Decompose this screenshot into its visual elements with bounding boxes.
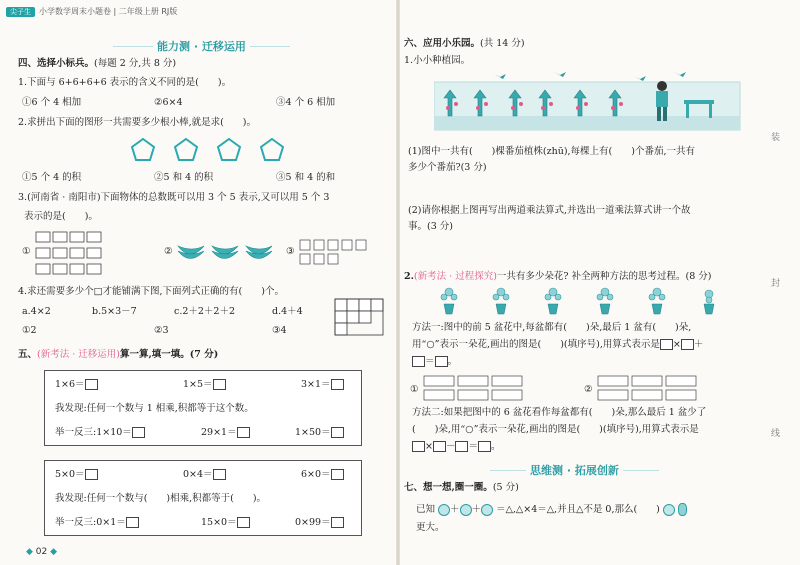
q1-part2-b: 事。(3 分) (408, 221, 453, 232)
q1-opt-1[interactable]: ①6 个 4 相加 (22, 97, 82, 108)
s4-score: (每题 2 分,共 8 分) (94, 58, 177, 69)
apple-icon (481, 504, 493, 516)
book-spine (396, 0, 400, 565)
answer-box[interactable] (237, 427, 250, 438)
method2-b: ( )朵,用“○”表示一朵花,画出的图是( )(填序号),用算式表示是 (412, 424, 699, 435)
method-opt-2[interactable]: ② (584, 384, 593, 395)
tomato-garden-illustration (434, 68, 744, 138)
q2-opt-2[interactable]: ②5 和 4 的积 (154, 172, 214, 183)
q1-opt-3[interactable]: ③4 个 6 相加 (276, 97, 336, 108)
q3-opt-1[interactable]: ① (22, 246, 31, 257)
s5-title: 五、 (18, 349, 38, 360)
method2-a: 方法二:如果把图中的 6 盆花看作每盆都有( )朵,那么最后 1 盆少了 (412, 407, 707, 418)
method-opt-1[interactable]: ① (410, 384, 419, 395)
answer-box[interactable] (85, 379, 98, 390)
q4-text: 4.求还需要多少个□才能铺满下图,下面列式正确的有( )个。 (18, 286, 284, 297)
answer-box[interactable] (331, 427, 344, 438)
s6-score: (共 14 分) (480, 38, 525, 49)
answer-box[interactable] (433, 441, 446, 452)
bananas-figure (176, 238, 276, 266)
q4-ans-3[interactable]: ③4 (272, 325, 287, 336)
answer-box[interactable] (213, 469, 226, 480)
q1-title-right: 1.小小种植园。 (404, 55, 471, 66)
s7-text-a: 已知 (416, 504, 436, 515)
answer-box[interactable] (455, 441, 468, 452)
s4-title: 四、选择小标兵。 (18, 58, 95, 69)
header-text: 小学数学周末小题卷 | 二年级上册 RJ版 (39, 7, 178, 16)
answer-box[interactable] (412, 356, 425, 367)
binding-mark: 封 (770, 279, 780, 289)
answer-box[interactable] (412, 441, 425, 452)
rectangles-figure (34, 230, 114, 278)
answer-box[interactable] (132, 427, 145, 438)
pineapple-icon[interactable] (678, 503, 687, 516)
q1-part1-a: (1)图中一共有( )棵番茄植株(zhū),每棵上有( )个番茄,一共有 (408, 146, 695, 157)
q2-rest-right: 一共有多少朵花? 补全两种方法的思考过程。(8 分) (496, 271, 712, 282)
answer-box[interactable] (331, 517, 344, 528)
answer-box[interactable] (85, 469, 98, 480)
q4-opt-c: c.2＋2＋2＋2 (174, 306, 236, 317)
card1-discovery: 我发现:任何一个数与 1 相乘,积都等于这个数。 (55, 403, 254, 414)
page-number: ◆ 02 ◆ (26, 547, 58, 557)
s5-rest: 算一算,填一填。(7 分) (120, 349, 219, 360)
answer-box[interactable] (331, 469, 344, 480)
s7-title: 七、想一想,圈一圈。 (404, 482, 493, 493)
q4-ans-2[interactable]: ②3 (154, 325, 169, 336)
answer-box[interactable] (237, 517, 250, 528)
q4-opt-b: b.5×3－7 (92, 306, 137, 317)
section-title-ability: 能力测 · 迁移运用 (113, 38, 290, 54)
header-tag: 尖子生 (6, 7, 35, 17)
apple-icon[interactable] (663, 504, 675, 516)
q2-opt-3[interactable]: ③5 和 4 的和 (276, 172, 336, 183)
apple-icon (438, 504, 450, 516)
s7-score: (5 分) (492, 482, 519, 493)
left-column (18, 0, 388, 565)
q2-tag-right: (新考法 · 过程探究) (413, 271, 497, 282)
option1-circle-diagram (422, 374, 562, 404)
q4-opt-d: d.4＋4 (272, 306, 303, 317)
binding-mark: 装 (770, 133, 780, 143)
method1-a: 方法一:图中的前 5 盆花中,每盆都有( )朵,最后 1 盆有( )朵, (412, 322, 692, 333)
option2-circle-diagram (596, 374, 736, 404)
card-multiply-zero: 5×0＝ 0×4＝ 6×0＝ 我发现:任何一个数与( )相乘,积都等于( )。 举一反三:0×1＝ 15×0＝ 0×99＝ (44, 460, 362, 536)
answer-box[interactable] (478, 441, 491, 452)
q3-text-b: 表示的是( )。 (24, 211, 98, 222)
answer-box[interactable] (681, 339, 694, 350)
method1-b: 用“○”表示一朵花,画出的图是( )(填序号),用算式表示是 (412, 339, 660, 350)
card-multiply-one: 1×6＝ 1×5＝ 3×1＝ 我发现:任何一个数与 1 相乘,积都等于这个数。 举一反三:1×10＝ 29×1＝ 1×50＝ (44, 370, 362, 446)
q2-opt-1[interactable]: ①5 个 4 的积 (22, 172, 82, 183)
answer-box[interactable] (213, 379, 226, 390)
q3-text-a: 3.(河南省 · 南阳市)下面物体的总数既可以用 3 个 5 表示,又可以用 5 个 3 (18, 192, 330, 203)
s6-title: 六、应用小乐园。 (404, 38, 481, 49)
cubes-figure (298, 234, 378, 270)
q3-opt-3[interactable]: ③ (286, 246, 295, 257)
answer-box[interactable] (126, 517, 139, 528)
section-title-thinking: 思维测 · 拓展创新 (490, 462, 659, 478)
pentagon-figure (130, 136, 300, 166)
q1-part2-a: (2)请你根据上图再写出两道乘法算式,并选出一道乘法算式讲一个故 (408, 205, 691, 216)
q1-opt-2[interactable]: ②6×4 (154, 97, 183, 108)
binding-mark: 线 (770, 429, 780, 439)
q4-ans-1[interactable]: ①2 (22, 325, 37, 336)
answer-box[interactable] (660, 339, 673, 350)
right-column: 六、应用小乐园。(共 14 分) 1.小小种植园。 (1)图中一共有( )棵番茄植株(zhū),每棵上有( )个番茄,一共有 多少个番茄?(3 分) (2)请你根据上图再写出两道乘法算式,并选出一道乘法算式讲一个故 事。(3 分) 2.(新考法 · 过程探究)一共有多少朵花? 补全两种方法的思考过程。(8 分) 方法一:图中的前 5 盆花中,每盆都有( )朵,最后 1 盆有( )朵, 用“○”表示一朵花,画出的图是( )(填序号),用算式表示是 × ＋ ＝ 。 ① ② 方法二:如果把图中的 6 盆花看作每盆都有( )朵,那么最后 1 盆少了 ( )朵,用“○”表示一朵花,画出的图是( )(填序号),用算式表示是 × － ＝ 。 思维测 · 拓展创新 七、想一想,圈一圈。(5 分) 已知 ＋ ＋ ＝△,△×4＝△,并且△不是 0,那么( ) 更大。 (404, 0, 744, 565)
apple-icon (460, 504, 472, 516)
q1-part1-b: 多少个番茄?(3 分) (408, 162, 487, 173)
answer-box[interactable] (331, 379, 344, 390)
q2-text: 2.求拼出下面的图形一共需要多少根小棒,就是求( )。 (18, 117, 256, 128)
q1-text: 1.下面与 6+6+6+6 表示的含义不同的是( )。 (18, 77, 232, 88)
s7-text-b: ＝△,△×4＝△,并且△不是 0,那么( ) (496, 504, 660, 515)
flower-pots-illustration (440, 284, 740, 316)
q3-opt-2[interactable]: ② (164, 246, 173, 257)
s7-text-c: 更大。 (416, 522, 445, 533)
grid-figure (334, 298, 386, 338)
card2-discovery: 我发现:任何一个数与( )相乘,积都等于( )。 (55, 493, 267, 504)
s5-tag: (新考法 · 迁移运用) (37, 349, 120, 360)
q4-opt-a: a.4×2 (22, 306, 51, 317)
q2-num-right: 2. (404, 271, 414, 282)
answer-box[interactable] (435, 356, 448, 367)
